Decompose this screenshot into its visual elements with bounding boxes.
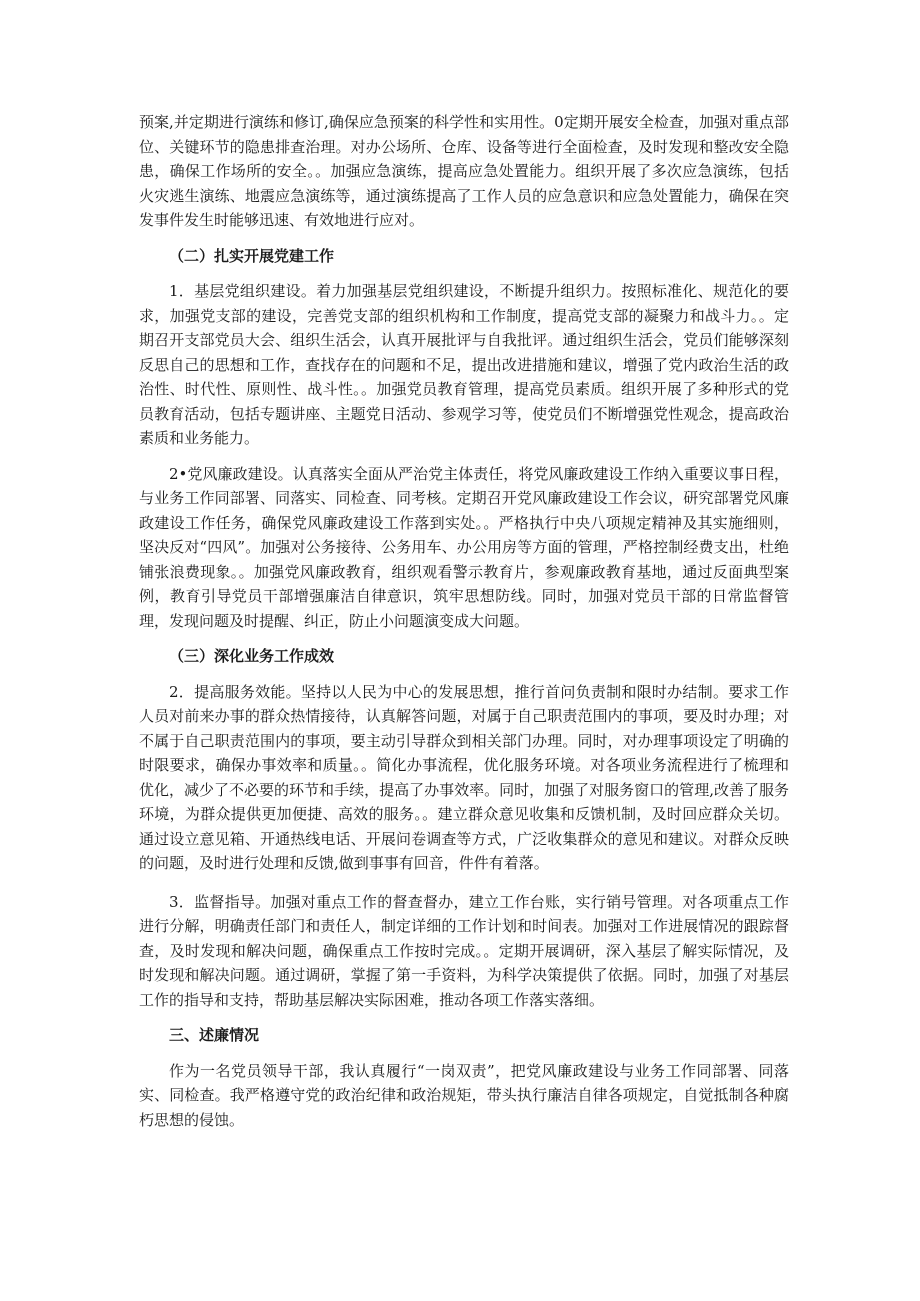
- document-page: [139, 110, 789, 1132]
- heading-party-building: （二）扎实开展党建工作: [169, 246, 335, 265]
- paragraph-service-efficiency: 2．提高服务效能。坚持以人民为中心的发展思想，推行首问负责制和限时办结制。要求工作人员对前来办事的群众热情接待，认真解答问题，对属于自己职责范围内的事项，要及时办理；对不属于自己职责范围内的事项，要主动引导群众到相关部门办理。同时，对办理事项设定了明确的时限要求，确保办事效率和质量。。简化办事流程，优化服务环境。对各项业务流程进行了梳理和优化，减少了不必要的环节和手续，提高了办事效率。同时，加强了对服务窗口的管理,改善了服务环境，为群众提供更加便捷、高效的服务。。建立群众意见收集和反馈机制，及时回应群众关切。通过设立意见箱、开通热线电话、开展问卷调查等方式，广泛收集群众的意见和建议。对群众反映的问题，及时进行处理和反馈,做到事事有回音，件件有着落。: [139, 682, 789, 872]
- paragraph-integrity: 作为一名党员领导干部，我认真履行“一岗双责”，把党风廉政建设与业务工作同部署、同落实、同检查。我严格遵守党的政治纪律和政治规矩，带头执行廉洁自律各项规定，自觉抵制各种腐朽思想的侵蚀。: [139, 1061, 789, 1129]
- paragraph-emergency-plan: 预案,并定期进行演练和修订,确保应急预案的科学性和实用性。0定期开展安全检查，加强对重点部位、关键环节的隐患排查治理。对办公场所、仓库、设备等进行全面检查，及时发现和整改安全隐患，确保工作场所的安全。。加强应急演练，提高应急处置能力。组织开展了多次应急演练，包括火灾逃生演练、地震应急演练等，通过演练提高了工作人员的应急意识和应急处置能力，确保在突发事件发生时能够迅速、有效地进行应对。: [139, 113, 789, 229]
- heading-integrity-report: 三、述廉情况: [169, 1026, 260, 1044]
- paragraph-supervision: 3．监督指导。加强对重点工作的督查督办，建立工作台账，实行销号管理。对各项重点工作进行分解，明确责任部门和责任人，制定详细的工作计划和时间表。加强对工作进展情况的跟踪督查，及时发现和解决问题，确保重点工作按时完成。。定期开展调研，深入基层了解实际情况，及时发现和解决问题。通过调研，掌握了第一手资料，为科学决策提供了依据。同时，加强了对基层工作的指导和支持，帮助基层解决实际困难，推动各项工作落实落细。: [139, 892, 789, 1009]
- paragraph-clean-governance: 2•党风廉政建设。认真落实全面从严治党主体责任，将党风廉政建设工作纳入重要议事日程，与业务工作同部署、同落实、同检查、同考核。定期召开党风廉政建设工作会议，研究部署党风廉政建设工作任务，确保党风廉政建设工作落到实处。。严格执行中央八项规定精神及其实施细则，坚决反对“四风”。加强对公务接待、公务用车、办公用房等方面的管理，严格控制经费支出，杜绝铺张浪费现象。。加强党风廉政教育，组织观看警示教育片，参观廉政教育基地，通过反面典型案例，教育引导党员干部增强廉洁自律意识，筑牢思想防线。同时，加强对党员干部的日常监督管理，发现问题及时提醒、纠正，防止小问题演变成大问题。: [139, 464, 789, 630]
- paragraph-grassroots-party: 1．基层党组织建设。着力加强基层党组织建设，不断提升组织力。按照标准化、规范化的要求，加强党支部的建设，完善党支部的组织机构和工作制度，提高党支部的凝聚力和战斗力。。定期召开支部党员大会、组织生活会，认真开展批评与自我批评。通过组织生活会，党员们能够深刻反思自己的思想和工作，查找存在的问题和不足，提出改进措施和建议，增强了党内政治生活的政治性、时代性、原则性、战斗性。。加强党员教育管理，提高党员素质。组织开展了多种形式的党员教育活动，包括专题讲座、主题党日活动、参观学习等，使党员们不断增强党性观念，提高政治素质和业务能力。: [139, 282, 789, 447]
- heading-business-work: （三）深化业务工作成效: [169, 647, 335, 665]
